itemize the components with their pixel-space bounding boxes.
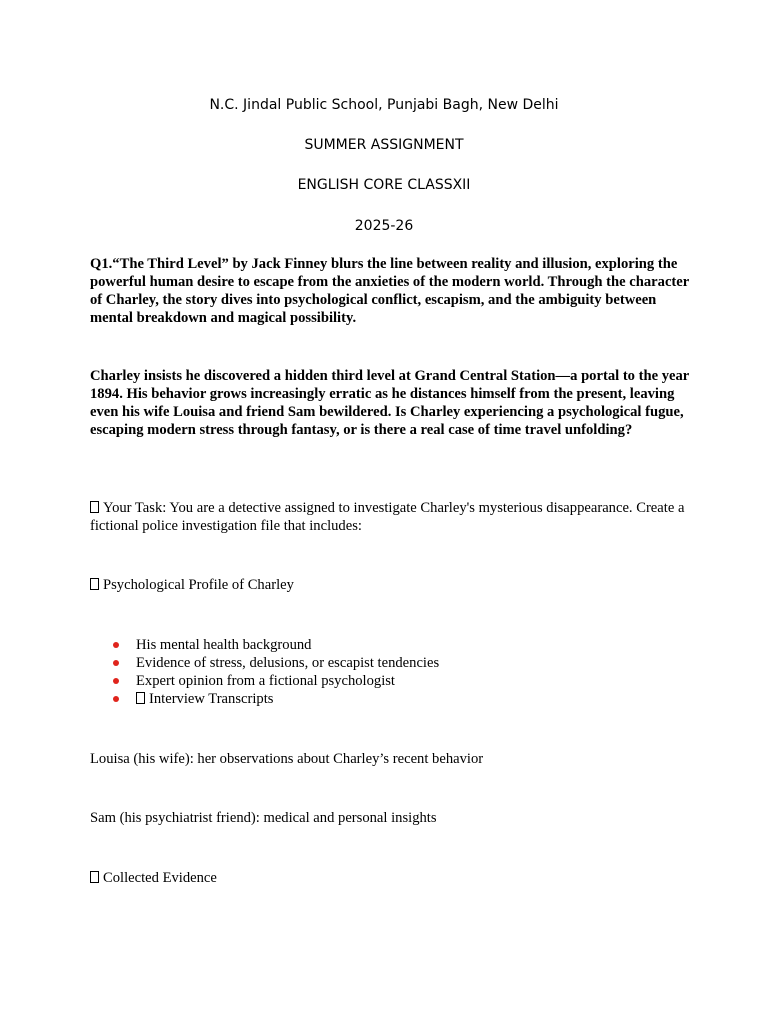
evidence-heading: [90, 869, 690, 887]
school-name: N.C. Jindal Public School, Punjabi Bagh, New Delhi: [209, 97, 559, 113]
louisa-interview: Louisa (his wife): her observations about Charley’s recent behavior: [90, 751, 484, 767]
bullet-icon: [113, 660, 119, 666]
profile-bullet-list: [90, 636, 690, 708]
task-text: Your Task: You are a detective assigned to investigate Charley's mysterious disappearance. Create a fictional police investigation file that includes:: [90, 500, 685, 534]
list-item: [90, 654, 690, 672]
sam-interview: Sam (his psychiatrist friend): medical and personal insights: [90, 810, 437, 826]
question-intro: Q1.“The Third Level” by Jack Finney blurs the line between reality and illusion, exploring the powerful human desire to escape from the anxieties of the modern world. Through the character of Charley, the story dives into psychological conflict, escapism, and the ambiguity between mental breakdown and magical possibility.: [90, 256, 689, 326]
list-item: [90, 690, 690, 708]
list-item: [90, 636, 690, 654]
missing-glyph-icon: [90, 501, 99, 513]
bullet-icon: [113, 642, 119, 648]
bullet-icon: [113, 696, 119, 702]
list-item: [90, 672, 690, 690]
assignment-title: SUMMER ASSIGNMENT: [304, 137, 464, 153]
list-item-text: Interview Transcripts: [149, 691, 274, 707]
list-item-text: Evidence of stress, delusions, or escapist tendencies: [136, 655, 440, 671]
evidence-heading-text: Collected Evidence: [103, 870, 217, 886]
task-paragraph: [90, 499, 690, 535]
missing-glyph-icon: [136, 692, 145, 704]
session-year: 2025-26: [354, 218, 414, 234]
profile-heading: [90, 576, 690, 594]
missing-glyph-icon: [90, 871, 99, 883]
bullet-icon: [113, 678, 119, 684]
profile-heading-text: Psychological Profile of Charley: [103, 577, 294, 593]
missing-glyph-icon: [90, 578, 99, 590]
list-item-text: His mental health background: [136, 637, 312, 653]
question-prompt: Charley insists he discovered a hidden third level at Grand Central Station—a portal to the year 1894. His behavior grows increasingly erratic as he distances himself from the present, leaving even his wife Louisa and friend Sam bewildered. Is Charley experiencing a psychological fugue, escaping modern stress through fantasy, or is there a real case of time travel unfolding?: [90, 368, 690, 438]
list-item-text: Expert opinion from a fictional psychologist: [136, 673, 395, 689]
subject-title: ENGLISH CORE CLASSXII: [297, 177, 471, 193]
